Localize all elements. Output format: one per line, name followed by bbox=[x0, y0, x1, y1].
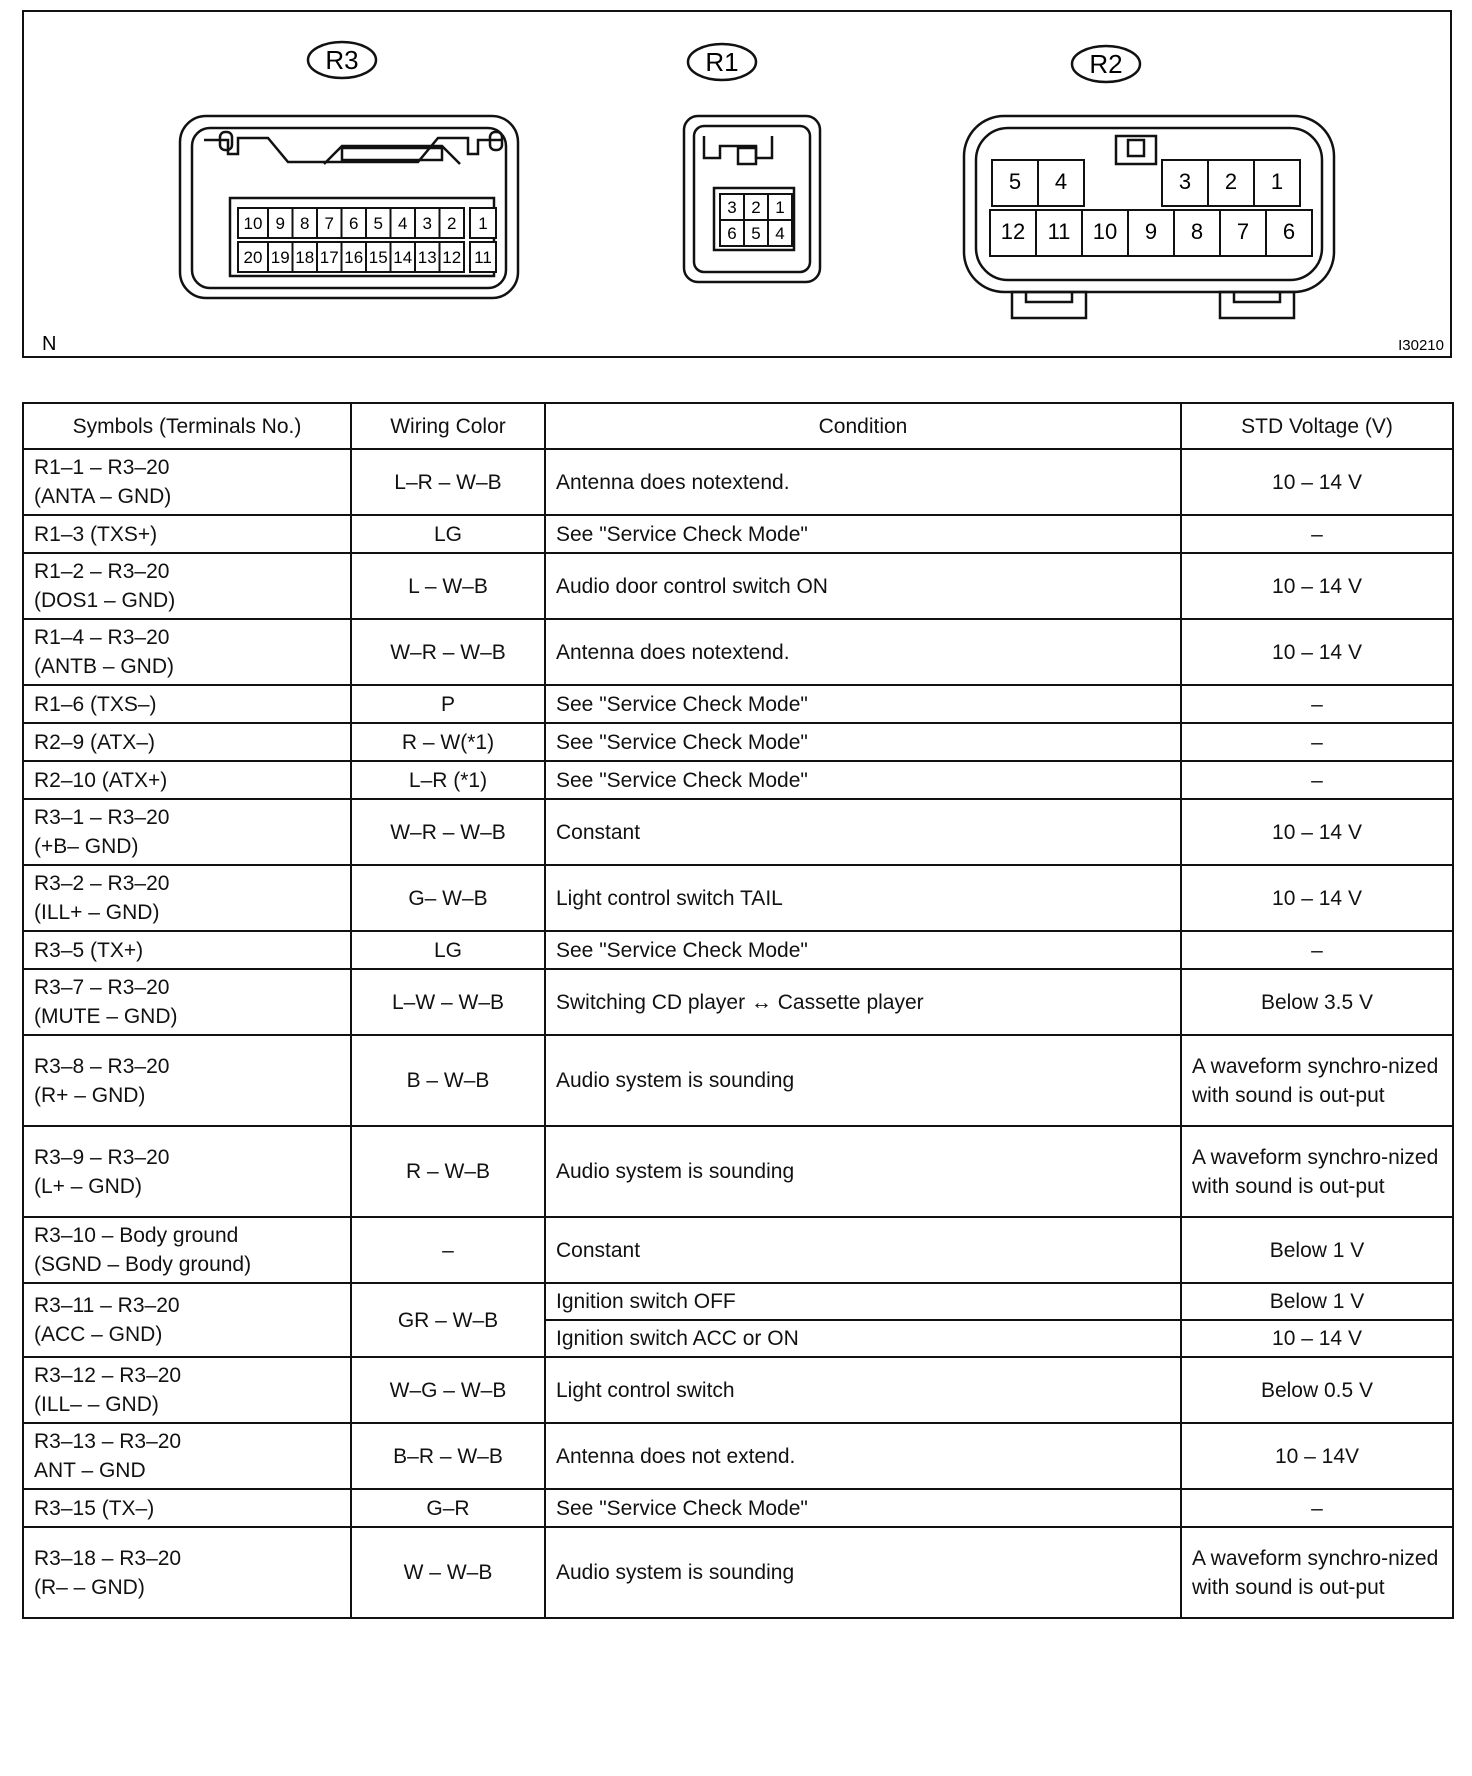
wiring-color-cell: W–G – W–B bbox=[351, 1357, 545, 1423]
pin-number: 15 bbox=[368, 248, 388, 267]
r2-pins bbox=[990, 160, 1312, 256]
pin-number: 1 bbox=[775, 198, 785, 217]
wiring-color-cell: W–R – W–B bbox=[351, 619, 545, 685]
connector-pin bbox=[293, 242, 318, 272]
symbol-line: R3–8 – R3–20 bbox=[34, 1054, 170, 1078]
condition-cell: Ignition switch OFF bbox=[545, 1283, 1181, 1320]
connector-pin bbox=[768, 194, 792, 220]
symbol-line: R3–1 – R3–20 bbox=[34, 806, 170, 829]
connector-pin bbox=[366, 208, 391, 238]
symbol-cell bbox=[23, 619, 351, 685]
connector-pin bbox=[1266, 210, 1312, 256]
pin-number: 4 bbox=[1054, 169, 1068, 194]
symbol-line: (ANTB – GND) bbox=[34, 655, 175, 678]
table-row bbox=[23, 685, 1453, 723]
pin-number: 3 bbox=[422, 214, 432, 233]
symbol-line: R3–7 – R3–20 bbox=[34, 976, 170, 999]
connector-pin bbox=[1128, 210, 1174, 256]
connector-pin bbox=[1036, 210, 1082, 256]
std-voltage-cell: 10 – 14 V bbox=[1181, 619, 1453, 685]
pin-number: 7 bbox=[324, 214, 334, 233]
symbol-line: (+B– GND) bbox=[34, 835, 139, 858]
std-voltage-cell: A waveform synchro-nized with sound is out-put bbox=[1181, 1527, 1453, 1618]
symbol-cell bbox=[23, 969, 351, 1035]
symbol-line: R3–9 – R3–20 bbox=[34, 1145, 170, 1169]
pin-number: 7 bbox=[1236, 219, 1250, 244]
r2-caption: R2 bbox=[1089, 49, 1123, 79]
pin-number: 17 bbox=[319, 248, 339, 267]
condition-cell: See "Service Check Mode" bbox=[545, 761, 1181, 799]
table-row bbox=[23, 1283, 1453, 1320]
wiring-color-cell: G–R bbox=[351, 1489, 545, 1527]
condition-cell: Audio system is sounding bbox=[545, 1527, 1181, 1618]
connector-pin bbox=[415, 242, 440, 272]
table-row bbox=[23, 1357, 1453, 1423]
connector-pin bbox=[1220, 210, 1266, 256]
wiring-color-cell: GR – W–B bbox=[351, 1283, 545, 1357]
connector-pin bbox=[391, 242, 416, 272]
header-std-voltage: STD Voltage (V) bbox=[1181, 403, 1453, 449]
wiring-color-cell: LG bbox=[351, 515, 545, 553]
table-row bbox=[23, 1489, 1453, 1527]
pin-number: 8 bbox=[1190, 219, 1204, 244]
connector-pin bbox=[1254, 160, 1300, 206]
std-voltage-cell: 10 – 14 V bbox=[1181, 865, 1453, 931]
std-voltage-cell: Below 3.5 V bbox=[1181, 969, 1453, 1035]
symbol-line: R3–10 – Body ground bbox=[34, 1224, 239, 1247]
symbol-cell bbox=[23, 449, 351, 515]
wiring-color-cell: R – W–B bbox=[351, 1126, 545, 1217]
condition-cell: Antenna does notextend. bbox=[545, 449, 1181, 515]
symbol-line: R3–13 – R3–20 bbox=[34, 1430, 182, 1453]
pin-number: 3 bbox=[1178, 169, 1192, 194]
condition-cell: Antenna does notextend. bbox=[545, 619, 1181, 685]
connector-pin bbox=[990, 210, 1036, 256]
condition-cell: Ignition switch ACC or ON bbox=[545, 1320, 1181, 1357]
std-voltage-cell: A waveform synchro-nized with sound is out-put bbox=[1181, 1035, 1453, 1126]
condition-cell: Audio system is sounding bbox=[545, 1126, 1181, 1217]
symbol-cell bbox=[23, 1489, 351, 1527]
r1-caption: R1 bbox=[705, 47, 739, 77]
std-voltage-cell: 10 – 14 V bbox=[1181, 799, 1453, 865]
wiring-color-cell: G– W–B bbox=[351, 865, 545, 931]
pin-number: 14 bbox=[393, 248, 413, 267]
pin-number: 16 bbox=[344, 248, 364, 267]
header-condition: Condition bbox=[545, 403, 1181, 449]
std-voltage-cell: – bbox=[1181, 685, 1453, 723]
wiring-color-cell: R – W(*1) bbox=[351, 723, 545, 761]
connector-pin bbox=[268, 242, 293, 272]
table-body bbox=[23, 449, 1453, 1618]
table-row bbox=[23, 1035, 1453, 1126]
connector-pin bbox=[366, 242, 391, 272]
wiring-color-cell: W – W–B bbox=[351, 1527, 545, 1618]
pin-number: 1 bbox=[1270, 169, 1284, 194]
pin-number: 10 bbox=[1092, 219, 1118, 244]
connector-drawing bbox=[24, 12, 1454, 360]
connector-pin bbox=[238, 208, 268, 238]
connector-pin bbox=[317, 208, 342, 238]
condition-cell: Switching CD player ↔ Cassette player bbox=[545, 969, 1181, 1035]
connector-pin bbox=[1174, 210, 1220, 256]
connector-pin bbox=[268, 208, 293, 238]
symbol-cell bbox=[23, 761, 351, 799]
pin-number: 11 bbox=[474, 248, 492, 267]
symbol-line: R1–1 – R3–20 bbox=[34, 456, 170, 479]
std-voltage-cell: – bbox=[1181, 761, 1453, 799]
wiring-color-cell: P bbox=[351, 685, 545, 723]
pin-number: 18 bbox=[295, 248, 315, 267]
symbol-line: (ACC – GND) bbox=[34, 1323, 163, 1346]
symbol-line: (MUTE – GND) bbox=[34, 1005, 178, 1028]
pin-number: 4 bbox=[398, 214, 408, 233]
symbol-line: R3–18 – R3–20 bbox=[34, 1546, 182, 1570]
pin-number: 12 bbox=[442, 248, 462, 267]
symbol-line: (ANTA – GND) bbox=[34, 485, 172, 508]
table-row bbox=[23, 931, 1453, 969]
connector-pin bbox=[1162, 160, 1208, 206]
pin-number: 6 bbox=[727, 224, 737, 243]
condition-cell: Light control switch TAIL bbox=[545, 865, 1181, 931]
pin-number: 5 bbox=[373, 214, 383, 233]
symbol-cell bbox=[23, 1035, 351, 1126]
std-voltage-cell: 10 – 14 V bbox=[1181, 553, 1453, 619]
std-voltage-cell: – bbox=[1181, 723, 1453, 761]
symbol-line: R1–6 (TXS–) bbox=[34, 692, 157, 716]
symbol-cell bbox=[23, 799, 351, 865]
symbol-line: R3–15 (TX–) bbox=[34, 1496, 155, 1520]
symbol-line: R2–9 (ATX–) bbox=[34, 730, 155, 754]
symbol-line: R1–2 – R3–20 bbox=[34, 560, 170, 583]
std-voltage-cell: – bbox=[1181, 515, 1453, 553]
condition-cell: Constant bbox=[545, 1217, 1181, 1283]
table-row bbox=[23, 1527, 1453, 1618]
voltage-table bbox=[22, 402, 1454, 1619]
wiring-color-cell: L – W–B bbox=[351, 553, 545, 619]
symbol-line: (R– – GND) bbox=[34, 1575, 145, 1599]
connector-pin bbox=[744, 220, 768, 246]
table-row bbox=[23, 1126, 1453, 1217]
pin-number: 10 bbox=[243, 214, 263, 233]
connector-pin bbox=[440, 242, 465, 272]
pin-number: 2 bbox=[1224, 169, 1238, 194]
connector-pin bbox=[470, 208, 496, 238]
pin-number: 1 bbox=[478, 214, 488, 233]
std-voltage-cell: Below 0.5 V bbox=[1181, 1357, 1453, 1423]
wiring-color-cell: B – W–B bbox=[351, 1035, 545, 1126]
symbol-line: R2–10 (ATX+) bbox=[34, 768, 168, 792]
symbol-line: R3–11 – R3–20 bbox=[34, 1294, 180, 1317]
wiring-color-cell: LG bbox=[351, 931, 545, 969]
wiring-color-cell: W–R – W–B bbox=[351, 799, 545, 865]
symbol-line: R3–12 – R3–20 bbox=[34, 1364, 182, 1387]
condition-cell: See "Service Check Mode" bbox=[545, 931, 1181, 969]
symbol-cell bbox=[23, 515, 351, 553]
std-voltage-cell: – bbox=[1181, 931, 1453, 969]
pin-number: 9 bbox=[1144, 219, 1158, 244]
connector-pin bbox=[1082, 210, 1128, 256]
wiring-color-cell: L–W – W–B bbox=[351, 969, 545, 1035]
wiring-color-cell: – bbox=[351, 1217, 545, 1283]
symbol-cell bbox=[23, 1423, 351, 1489]
std-voltage-cell: Below 1 V bbox=[1181, 1217, 1453, 1283]
symbol-cell bbox=[23, 723, 351, 761]
table-row bbox=[23, 969, 1453, 1035]
pin-number: 5 bbox=[1008, 169, 1022, 194]
condition-cell: See "Service Check Mode" bbox=[545, 1489, 1181, 1527]
symbol-cell bbox=[23, 931, 351, 969]
pin-number: 4 bbox=[775, 224, 785, 243]
r3-caption: R3 bbox=[325, 45, 359, 75]
table-row bbox=[23, 761, 1453, 799]
symbol-line: (ILL+ – GND) bbox=[34, 901, 160, 924]
std-voltage-cell: 10 – 14V bbox=[1181, 1423, 1453, 1489]
table-row bbox=[23, 723, 1453, 761]
condition-cell: See "Service Check Mode" bbox=[545, 515, 1181, 553]
pin-number: 6 bbox=[349, 214, 359, 233]
connector-pin bbox=[470, 242, 496, 272]
connector-pin bbox=[744, 194, 768, 220]
connector-pin bbox=[342, 208, 367, 238]
symbol-cell bbox=[23, 865, 351, 931]
table-row bbox=[23, 1217, 1453, 1283]
condition-cell: See "Service Check Mode" bbox=[545, 723, 1181, 761]
connector-pin bbox=[720, 194, 744, 220]
connector-pin bbox=[342, 242, 367, 272]
symbol-line: (SGND – Body ground) bbox=[34, 1253, 252, 1276]
table-row bbox=[23, 515, 1453, 553]
pin-number: 8 bbox=[300, 214, 310, 233]
pin-number: 12 bbox=[1000, 219, 1026, 244]
symbol-cell bbox=[23, 1126, 351, 1217]
pin-number: 11 bbox=[1047, 219, 1071, 244]
connector-pin bbox=[992, 160, 1038, 206]
symbol-cell bbox=[23, 685, 351, 723]
table-row bbox=[23, 1423, 1453, 1489]
connector-pin bbox=[1208, 160, 1254, 206]
connector-diagram bbox=[22, 10, 1452, 358]
r3-pins bbox=[238, 208, 496, 272]
connector-pin bbox=[391, 208, 416, 238]
symbol-line: R1–4 – R3–20 bbox=[34, 626, 170, 649]
condition-cell: Light control switch bbox=[545, 1357, 1181, 1423]
pin-number: 2 bbox=[447, 214, 457, 233]
symbol-line: ANT – GND bbox=[34, 1459, 146, 1482]
symbol-cell bbox=[23, 1283, 351, 1357]
symbol-cell bbox=[23, 1527, 351, 1618]
std-voltage-cell: – bbox=[1181, 1489, 1453, 1527]
std-voltage-cell: A waveform synchro-nized with sound is out-put bbox=[1181, 1126, 1453, 1217]
std-voltage-cell: 10 – 14 V bbox=[1181, 449, 1453, 515]
pin-number: 5 bbox=[751, 224, 761, 243]
table-row bbox=[23, 449, 1453, 515]
wiring-color-cell: B–R – W–B bbox=[351, 1423, 545, 1489]
table-row bbox=[23, 799, 1453, 865]
pin-number: 9 bbox=[275, 214, 285, 233]
pin-number: 13 bbox=[417, 248, 437, 267]
condition-cell: Audio system is sounding bbox=[545, 1035, 1181, 1126]
connector-pin bbox=[415, 208, 440, 238]
connector-pin bbox=[238, 242, 268, 272]
wiring-color-cell: L–R (*1) bbox=[351, 761, 545, 799]
connector-pin bbox=[293, 208, 318, 238]
symbol-line: R3–5 (TX+) bbox=[34, 938, 144, 962]
table-row bbox=[23, 553, 1453, 619]
table-row bbox=[23, 619, 1453, 685]
header-symbols: Symbols (Terminals No.) bbox=[23, 403, 351, 449]
pin-number: 6 bbox=[1282, 219, 1296, 244]
table-row bbox=[23, 865, 1453, 931]
r1-pins bbox=[720, 194, 792, 246]
figure-id: I30210 bbox=[1398, 337, 1444, 354]
symbol-line: (L+ – GND) bbox=[34, 1174, 142, 1198]
symbol-line: (ILL– – GND) bbox=[34, 1393, 159, 1416]
symbol-line: R3–2 – R3–20 bbox=[34, 872, 170, 895]
pin-number: 3 bbox=[727, 198, 737, 217]
connector-pin bbox=[440, 208, 465, 238]
connector-pin bbox=[720, 220, 744, 246]
table-header-row bbox=[23, 403, 1453, 449]
std-voltage-cell: Below 1 V bbox=[1181, 1283, 1453, 1320]
connector-pin bbox=[768, 220, 792, 246]
pin-number: 20 bbox=[243, 248, 263, 267]
pin-number: 2 bbox=[751, 198, 761, 217]
symbol-line: (R+ – GND) bbox=[34, 1083, 146, 1107]
corner-letter: N bbox=[42, 333, 57, 355]
symbol-line: (DOS1 – GND) bbox=[34, 589, 176, 612]
std-voltage-cell: 10 – 14 V bbox=[1181, 1320, 1453, 1357]
symbol-cell bbox=[23, 1217, 351, 1283]
pin-number: 19 bbox=[270, 248, 290, 267]
symbol-line: R1–3 (TXS+) bbox=[34, 522, 158, 546]
wiring-color-cell: L–R – W–B bbox=[351, 449, 545, 515]
connector-pin bbox=[317, 242, 342, 272]
symbol-cell bbox=[23, 1357, 351, 1423]
condition-cell: Constant bbox=[545, 799, 1181, 865]
condition-cell: See "Service Check Mode" bbox=[545, 685, 1181, 723]
header-wiring-color: Wiring Color bbox=[351, 403, 545, 449]
symbol-cell bbox=[23, 553, 351, 619]
connector-pin bbox=[1038, 160, 1084, 206]
condition-cell: Audio door control switch ON bbox=[545, 553, 1181, 619]
condition-cell: Antenna does not extend. bbox=[545, 1423, 1181, 1489]
